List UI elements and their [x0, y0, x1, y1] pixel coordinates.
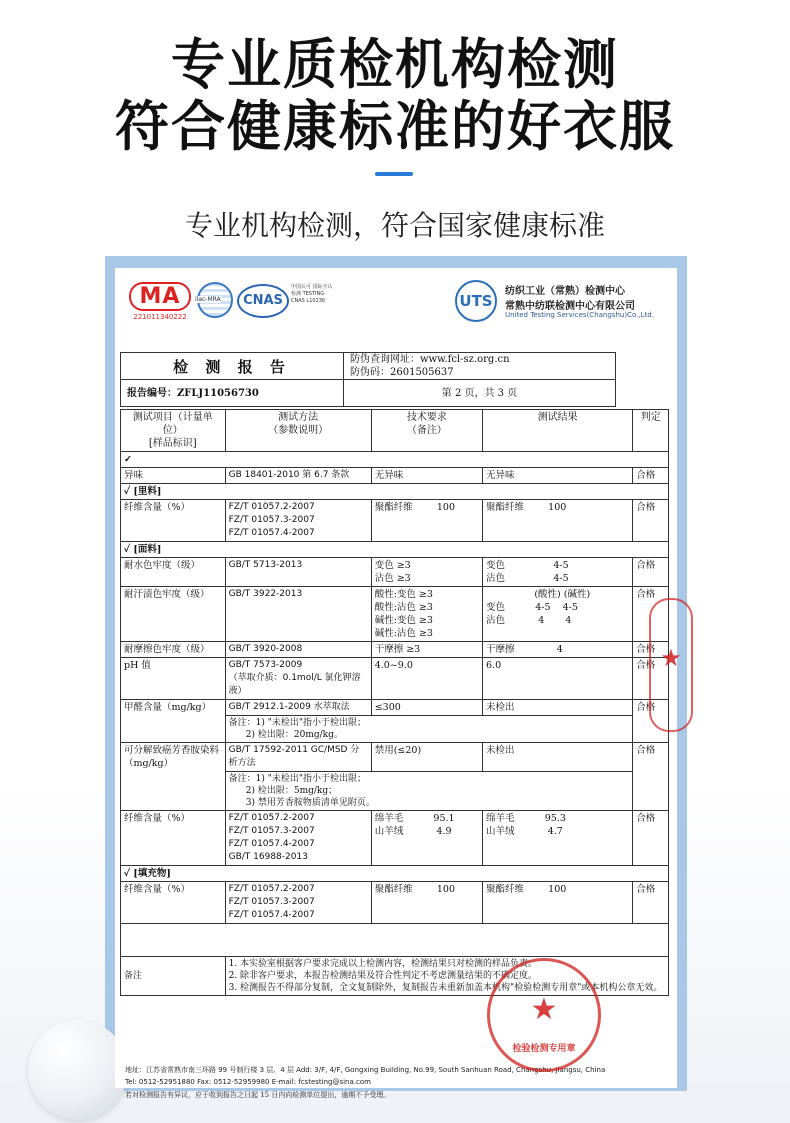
footer-objection: 若对检测报告有异议，应于收到报告之日起 15 日内向检测单位提出，逾期不予受理。: [125, 1091, 391, 1099]
section-row-filling: ✓ [填充物]: [121, 866, 669, 882]
lab-name-en: United Testing Services(Changshu)Co.,Ltd.: [505, 311, 654, 319]
table-row-ph: pH 值 GB/T 7573-2009 （萃取介质：0.1mol/L 氯化钾溶液） 4.0~9.0 6.0 合格: [121, 658, 669, 700]
cnas-logo: CNAS: [237, 284, 289, 318]
official-seal-stamp: ★ 检验检测专用章: [487, 958, 601, 1072]
hero-title-line2: 符合健康标准的好衣服: [115, 95, 675, 158]
lab-name-2: 常熟中纺联检测中心有限公司: [505, 301, 635, 312]
verify-url: 防伪查询网址：www.fcl-sz.org.cn: [350, 354, 510, 365]
report-title: 检 测 报 告: [121, 353, 344, 380]
uts-logo: UTS: [455, 280, 497, 322]
table-row-odor: 异味 GB 18401-2010 第 6.7 条款 无异味 无异味 合格: [121, 468, 669, 484]
table-row-water-fastness: 耐水色牢度（级） GB/T 5713-2013 变色 ≥3 沾色 ≥3 变色 4-5 沾色 4-5 合格: [121, 558, 669, 587]
lab-name-1: 纺织工业（常熟）检测中心: [505, 286, 625, 297]
cma-number: 221011340222: [133, 313, 187, 321]
hero-title-line1: 专业质检机构检测: [171, 33, 619, 96]
report-header-box: [120, 352, 616, 407]
table-row-filling-fiber: 纤维含量（%） FZ/T 01057.2-2007 FZ/T 01057.3-2007 FZ/T 01057.4-2007 聚酯纤维 100 聚酯纤维 100 合格: [121, 882, 669, 924]
report-number: 报告编号：ZFLJ11056730: [121, 380, 344, 407]
ilac-label: ilac-MRA: [195, 296, 221, 303]
side-seal-stamp: [649, 598, 693, 732]
table-row-lining-fiber: 纤维含量（%） FZ/T 01057.2-2007 FZ/T 01057.3-2007 FZ/T 01057.4-2007 聚酯纤维 100 聚酯纤维 100 合格: [121, 500, 669, 542]
table-row-amine-note: 备注：1) "未检出"指小于检出限； 2) 检出限：5mg/kg； 3) 禁用芳香胺物质清单见附页。: [121, 772, 669, 811]
table-row-formaldehyde: 甲醛含量（mg/kg） GB/T 2912.1-2009 水萃取法 ≤300 未检出 合格: [121, 700, 669, 716]
section-row-general: ✓: [121, 452, 669, 468]
table-header-row: 测试项目（计量单位） [样品标识] 测试方法 （参数说明） 技术要求 （备注） 测试结果 判定: [121, 410, 669, 452]
star-icon: ★: [660, 644, 682, 672]
section-row-lining: ✓ [里料]: [121, 484, 669, 500]
footer-contact: Tel: 0512-52951880 Fax: 0512-52959980 E-mail: fcstesting@sina.com: [125, 1078, 371, 1086]
table-row-amine: 可分解致癌芳香胺染料（mg/kg） GB/T 17592-2011 GC/MSD 分析方法 禁用(≤20) 未检出 合格: [121, 743, 669, 772]
footer-address: 地址：江苏省常熟市南三环路 99 号制行楼 3 层、4 层 Add: 3/F, 4/F, Gongxing Building, No.99, South Sanhuan Road, Changshu, Jiangsu, China: [125, 1066, 606, 1074]
table-row-remarks: 备注 1. 本实验室根据客户要求完成以上检测内容，检测结果只对检测的样品负责。 2. 除非客户要求，本报告检测结果及符合性判定不考虑测量结果的不确定度。 3. 检测报告不得部分复制，全文复制除外，复制报告未重新加盖本机构"检验检测专用章"或本机构公章无效。: [121, 957, 669, 996]
results-table: [120, 409, 669, 996]
table-row-rub-fastness: 耐摩擦色牢度（级） GB/T 3920-2008 干摩擦 ≥3 干摩擦 4 合格: [121, 642, 669, 658]
accent-divider: [375, 172, 413, 176]
decorative-ball: [28, 1020, 128, 1120]
test-report-sheet: [115, 268, 682, 1099]
table-row-fabric-fiber: 纤维含量（%） FZ/T 01057.2-2007 FZ/T 01057.3-2007 FZ/T 01057.4-2007 GB/T 16988-2013 绵羊毛 95.1 山羊绒 4.9 绵羊毛 95.3 山羊绒 4.7 合格: [121, 811, 669, 866]
cnas-caption: 中国认可 国际互认 检测 TESTING CNAS L10236: [291, 284, 333, 304]
star-icon: ★: [530, 992, 558, 1027]
table-row-sweat-fastness: 耐汗渍色牢度（级） GB/T 3922-2013 酸性:变色 ≥3 酸性:沾色 ≥3 碱性:变色 ≥3 碱性:沾色 ≥3 (酸性) (碱性) 变色 4-5 4-5 沾色 4 4 合格: [121, 587, 669, 642]
verify-code: 防伪码：2601505637: [350, 367, 454, 378]
table-row-spacer: [121, 924, 669, 957]
page-indicator: 第 2 页，共 3 页: [344, 380, 616, 407]
cma-logo: MA 221011340222: [129, 282, 191, 321]
section-row-fabric: ✓ [面料]: [121, 542, 669, 558]
table-row-formaldehyde-note: 备注：1) "未检出"指小于检出限； 2) 检出限：20mg/kg。: [121, 716, 669, 743]
hero-subtitle: 专业机构检测，符合国家健康标准: [184, 209, 605, 242]
